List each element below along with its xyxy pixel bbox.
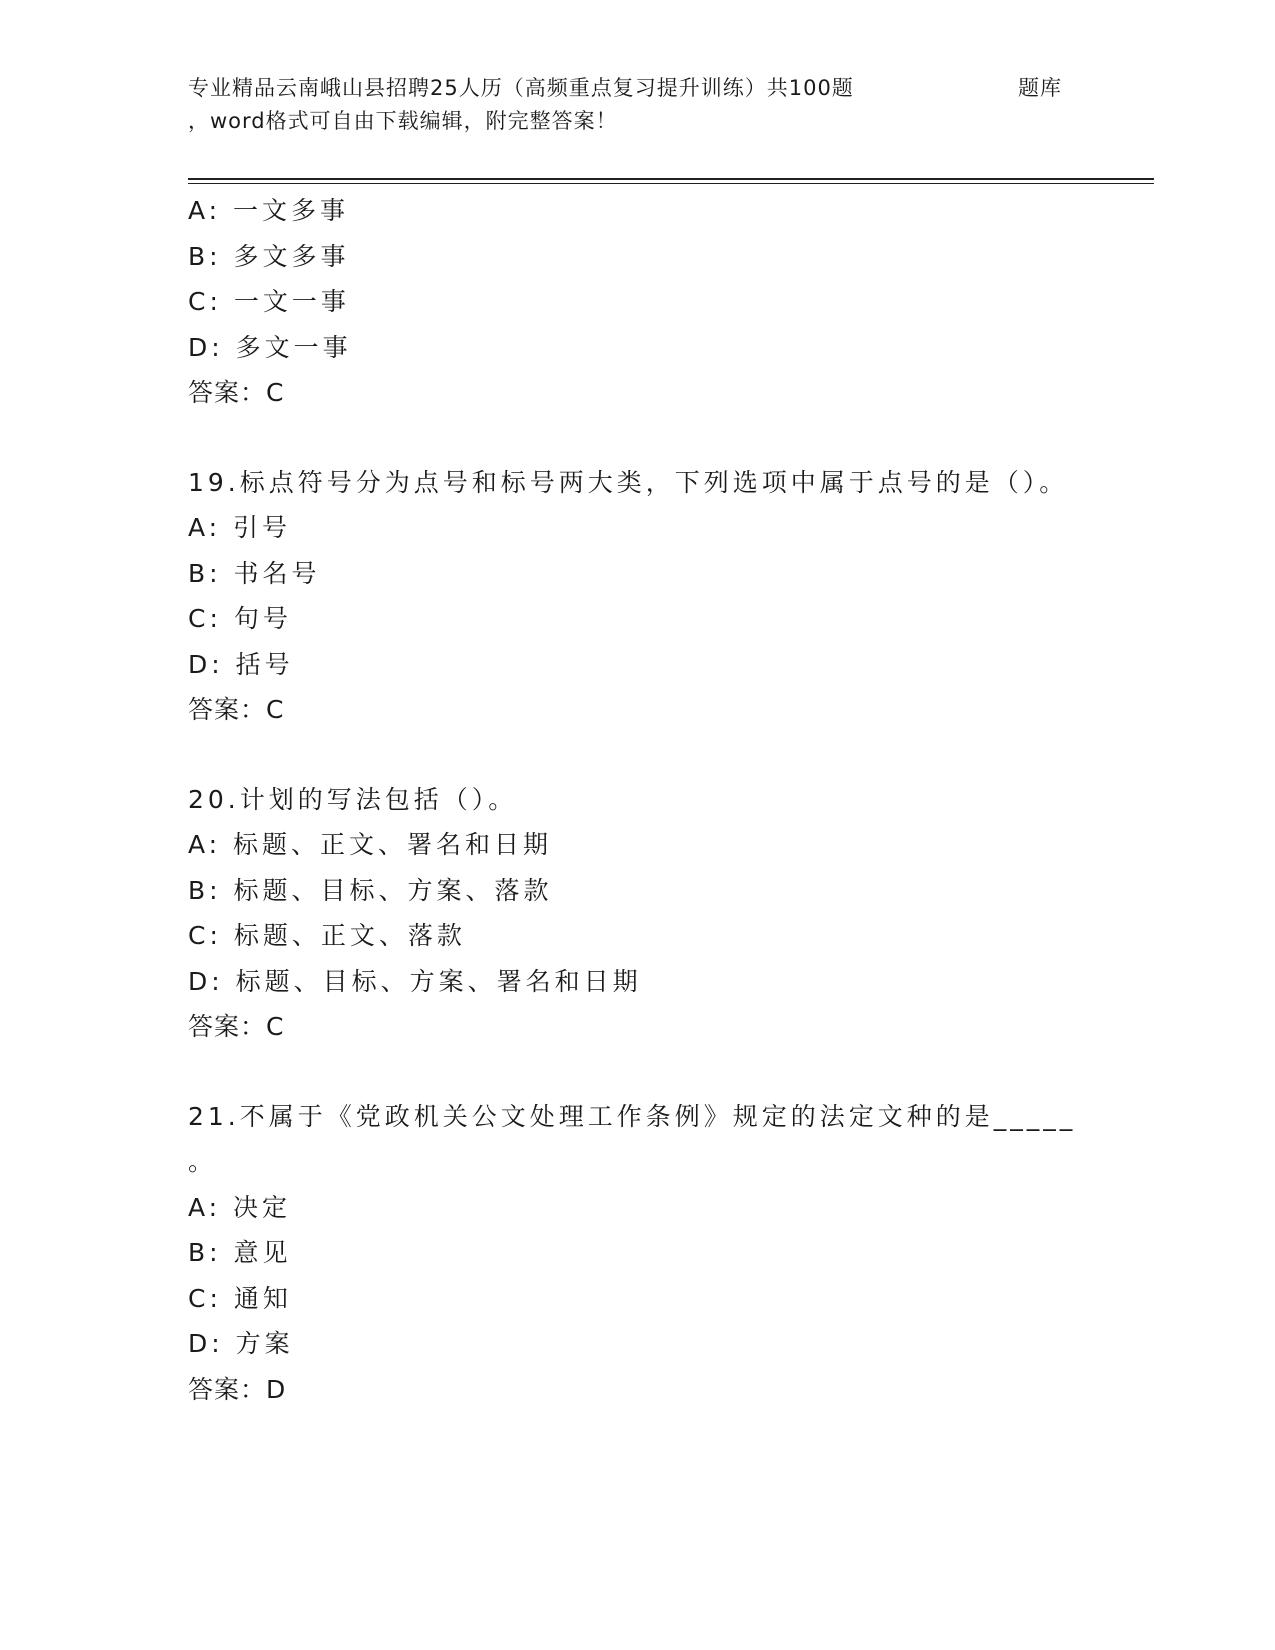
header-divider-thin — [188, 183, 1154, 184]
header-title: 专业精品云南峨山县招聘25人历（高频重点复习提升训练）共100题 — [188, 76, 854, 100]
option-d: D: 括号 — [188, 649, 294, 679]
answer: 答案：C — [188, 1012, 285, 1041]
option-b: B: 意见 — [188, 1238, 292, 1267]
header-divider-thick — [188, 178, 1154, 180]
option-d: D: 标题、目标、方案、署名和日期 — [188, 966, 642, 996]
option-b: B: 多文多事 — [188, 241, 350, 271]
question-list — [188, 188, 1088, 1456]
option-a: A: 一文多事 — [188, 196, 350, 225]
answer: 答案：C — [188, 378, 285, 407]
question-stem-continuation: 。 — [188, 1147, 214, 1176]
question-21 — [188, 1094, 1088, 1413]
document-header — [188, 72, 1148, 138]
option-a: A: 标题、正文、署名和日期 — [188, 830, 553, 859]
header-title-line — [188, 72, 1148, 105]
option-c: C: 通知 — [188, 1283, 292, 1313]
option-c: C: 标题、正文、落款 — [188, 921, 466, 950]
option-d: D: 方案 — [188, 1329, 294, 1358]
question-stem: 21.不属于《党政机关公文处理工作条例》规定的法定文种的是_____ — [188, 1101, 1077, 1131]
option-a: A: 引号 — [188, 513, 292, 542]
header-tag: 题库 — [1018, 76, 1062, 100]
answer: 答案：D — [188, 1374, 287, 1404]
question-18 — [188, 188, 1088, 416]
option-c: C: 一文一事 — [188, 287, 350, 316]
option-d: D: 多文一事 — [188, 332, 352, 362]
answer: 答案：C — [188, 695, 285, 724]
question-19 — [188, 460, 1088, 733]
option-c: C: 句号 — [188, 604, 292, 633]
option-a: A: 决定 — [188, 1192, 292, 1222]
question-20 — [188, 777, 1088, 1050]
option-b: B: 标题、目标、方案、落款 — [188, 875, 553, 905]
header-subtitle: ，word格式可自由下载编辑，附完整答案！ — [188, 109, 618, 133]
question-stem: 19.标点符号分为点号和标号两大类，下列选项中属于点号的是（）。 — [188, 467, 1069, 497]
question-stem: 20.计划的写法包括（）。 — [188, 784, 518, 814]
option-b: B: 书名号 — [188, 558, 321, 588]
